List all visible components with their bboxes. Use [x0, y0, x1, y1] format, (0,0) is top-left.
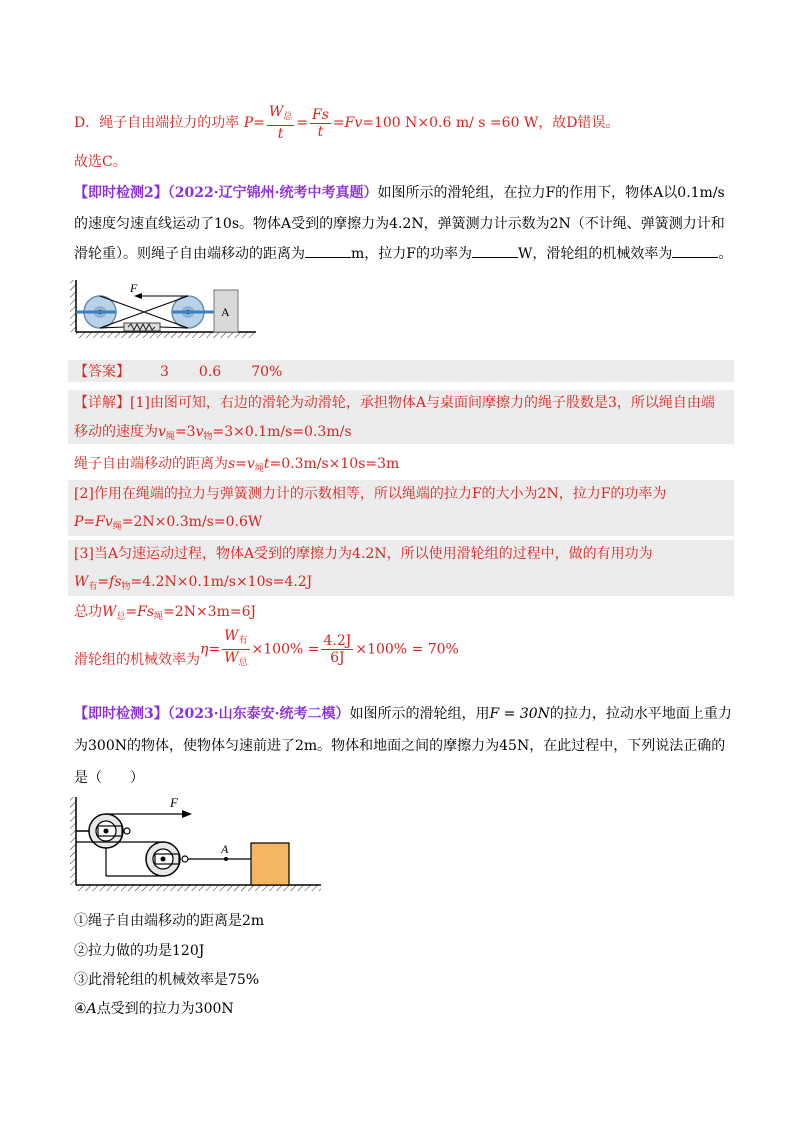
fraction-w-over-t: $\frac{W_总}{t}$ [268, 104, 293, 142]
detail-line7: $W_有=fs_物=4.2N\times 0.1m/s\times 10s=4.2J$ [74, 574, 313, 592]
efficiency-line: 滑轮组的机械效率为 [74, 652, 200, 668]
fig1-block-label: A [221, 305, 230, 319]
q3-line2: 为300N的物体，使物体匀速前进了2m。物体和地面之间的摩擦力为45N，在此过程中，下列说法正确的 [74, 738, 726, 754]
q2-source: （2022·辽宁锦州·统考中考真题） [167, 185, 378, 201]
q2-line1 [74, 183, 725, 203]
power-symbol: P [243, 115, 254, 131]
detail-tag: 【详解】 [74, 395, 130, 411]
fig2-force-label: F [170, 795, 178, 810]
answer-line [74, 362, 282, 382]
q3-line1: 【即时检测3】（2023·山东泰安·统考二模）如图所示的滑轮组，用F = 30N的拉力，拉动水平地面上重力 [74, 706, 732, 722]
answer-tag: 【答案】 [74, 364, 130, 380]
option-3: ③此滑轮组的机械效率是75% [74, 972, 260, 988]
option-2: ②拉力做的功是120J [74, 943, 205, 959]
q2-line3: 滑轮重）。则绳子自由端移动的距离为 m，拉力F的功率为 W，滑轮组的机械效率为 。 [74, 246, 733, 262]
fraction-fs-over-t: $\frac{Fs}{t}$ [311, 106, 329, 140]
wall-2 [70, 797, 76, 885]
part-d-calc: =100 N×0.6 m/ s =60 W [362, 115, 539, 131]
q2-text1: 如图所示的滑轮组，在拉力F的作用下，物体A以0.1m/s [377, 185, 725, 201]
part-d-tail: ，故D错误。 [538, 115, 620, 131]
ground [76, 332, 256, 338]
detail-line1: 【详解】[1]由图可知，右边的滑轮为动滑轮，承担物体A与桌面间摩擦力的绳子股数是3，所以绳自由端 [74, 395, 715, 411]
detail-line6: [3]当A匀速运动过程，物体A受到的摩擦力为4.2N，所以使用滑轮组的过程中，做的有用功为 [74, 546, 653, 562]
fig2-point-label: A [221, 842, 229, 856]
detail-line8: 总功$W_总=Fs_绳=2N\times 3m=6J$ [74, 604, 257, 622]
detail-line3: 绳子自由端移动的距离为$s=v_绳t=0.3m/s\times 10s=3m$ [74, 456, 400, 474]
detail-line4: [2]作用在绳端的拉力与弹簧测力计的示数相等，所以绳端的拉力F的大小为2N，拉力F的功率为 [74, 486, 667, 502]
answer-blank-3 [672, 245, 718, 258]
q2-line2: 的速度匀速直线运动了10s。物体A受到的摩擦力为4.2N，弹簧测力计示数为2N（不计绳、弹簧测力计和 [74, 216, 725, 232]
pulley-figure-2 [68, 795, 328, 895]
option-4: ④A点受到的拉力为300N [74, 1001, 234, 1017]
block-2 [251, 843, 289, 885]
answer-3: 70% [251, 364, 283, 380]
part-d-line: D．绳子自由端拉力的功率 P= $\frac{W_总}{t}$ = $\frac{Fs}{t}$ =Fv=100 N×0.6 m/ s =60 W，故D错误。 [74, 104, 620, 142]
q3-source: （2023·山东泰安·统考二模） [167, 706, 350, 722]
ground-2 [76, 885, 321, 891]
detail-line5: $P=Fv_绳=2N\times 0.3m/s=0.6W$ [74, 514, 263, 532]
pulley-figure-1 [68, 278, 268, 348]
part-d-prefix: D．绳子自由端拉力的功率 [74, 115, 240, 131]
option-1: ①绳子自由端移动的距离是2m [74, 913, 265, 929]
q3-tag: 【即时检测3】 [74, 706, 168, 722]
answer-1: 3 [160, 364, 169, 380]
wall [70, 280, 76, 332]
answer-2: 0.6 [198, 364, 222, 380]
answer-blank-1 [305, 245, 351, 258]
fig1-force-label: F [130, 281, 138, 295]
q3-line3: 是（ ） [74, 770, 144, 786]
detail-line2: 移动的速度为$v_绳=3v_物=3\times 0.1m/s=0.3m/s$ [74, 424, 352, 442]
q2-tag: 【即时检测2】 [74, 185, 168, 201]
choice-line: 故选C。 [74, 154, 127, 170]
answer-blank-2 [472, 245, 518, 258]
efficiency-equation: η= $\frac{W_有}{W_总}$ ×100% = $\frac{4.2J}{6J}$ ×100% = 70% [200, 628, 459, 668]
